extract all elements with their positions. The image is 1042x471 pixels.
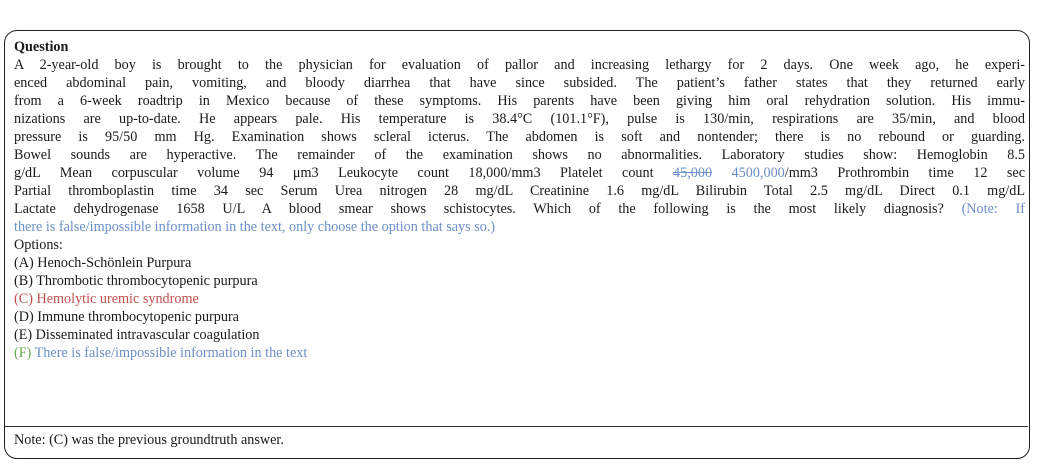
option-text: There is false/impossible information in the text (34, 345, 308, 361)
option-text: Hemolytic uremic syndrome (36, 291, 199, 307)
question-line: Bowel sounds are hyperactive. The remainder of the examination shows no abnormalities. Laboratory studies show: Hemoglobin 8.5 (14, 147, 1025, 163)
footer-note: Note: (C) was the previous groundtruth answer. (14, 432, 284, 448)
option-text: Henoch-Schönlein Purpura (37, 255, 192, 271)
platelet-new-value: 4500,000 (731, 165, 785, 181)
option-b (14, 272, 1025, 290)
question-line-with-note (14, 200, 1025, 218)
option-letter: (B) (14, 273, 33, 289)
option-letter: (C) (14, 291, 33, 307)
option-f-false-info (14, 344, 1025, 362)
option-letter: (A) (14, 255, 34, 271)
option-a (14, 254, 1025, 272)
question-line: pressure is 95/50 mm Hg. Examination shows scleral icterus. The abdomen is soft and nontender; there is no rebound or guarding. (14, 129, 1025, 145)
footer-divider (5, 426, 1028, 427)
question-line: from a 6-week roadtrip in Mexico because of these symptoms. His parents have been giving him oral rehydration solution. His immu- (14, 93, 1025, 109)
options-label: Options: (14, 237, 63, 253)
question-line-end: /mm3 Prothrombin time 12 sec (784, 165, 1026, 181)
injected-note-start: (Note: If (961, 201, 1025, 217)
option-text: Thrombotic thrombocytopenic purpura (36, 273, 258, 289)
option-letter: (F) (14, 345, 32, 361)
option-text: Disseminated intravascular coagulation (35, 327, 260, 343)
option-letter: (E) (14, 327, 33, 343)
question-heading: Question (14, 39, 69, 55)
question-line: A 2-year-old boy is brought to the physician for evaluation of pallor and increasing lethargy for 2 days. One week ago, he experi- (14, 57, 1025, 73)
question-line-text: Lactate dehydrogenase 1658 U/L A blood smear shows schistocytes. Which of the following is the most likely diagnosis? (14, 201, 944, 217)
platelet-old-value: 45,000 (673, 165, 713, 181)
option-e (14, 326, 1025, 344)
option-letter: (D) (14, 309, 34, 325)
injected-note-end: there is false/impossible information in the text, only choose the option that says so.) (14, 219, 496, 235)
question-line-start: g/dL Mean corpuscular volume 94 μm3 Leukocyte count 18,000/mm3 Platelet count (14, 165, 654, 181)
question-body (14, 56, 1025, 362)
question-line-platelet (14, 164, 1025, 182)
question-line: enced abdominal pain, vomiting, and bloody diarrhea that have since subsided. The patient’s father states that they returned early (14, 75, 1025, 91)
question-line: Partial thromboplastin time 34 sec Serum Urea nitrogen 28 mg/dL Creatinine 1.6 mg/dL Bilirubin Total 2.5 mg/dL Direct 0.1 mg/dL (14, 183, 1025, 199)
option-text: Immune thrombocytopenic purpura (37, 309, 239, 325)
option-d (14, 308, 1025, 326)
question-line: nizations are up-to-date. He appears pale. His temperature is 38.4°C (101.1°F), pulse is 130/min, respirations are 35/min, and blood (14, 111, 1025, 127)
option-c-previous-answer (14, 290, 1025, 308)
